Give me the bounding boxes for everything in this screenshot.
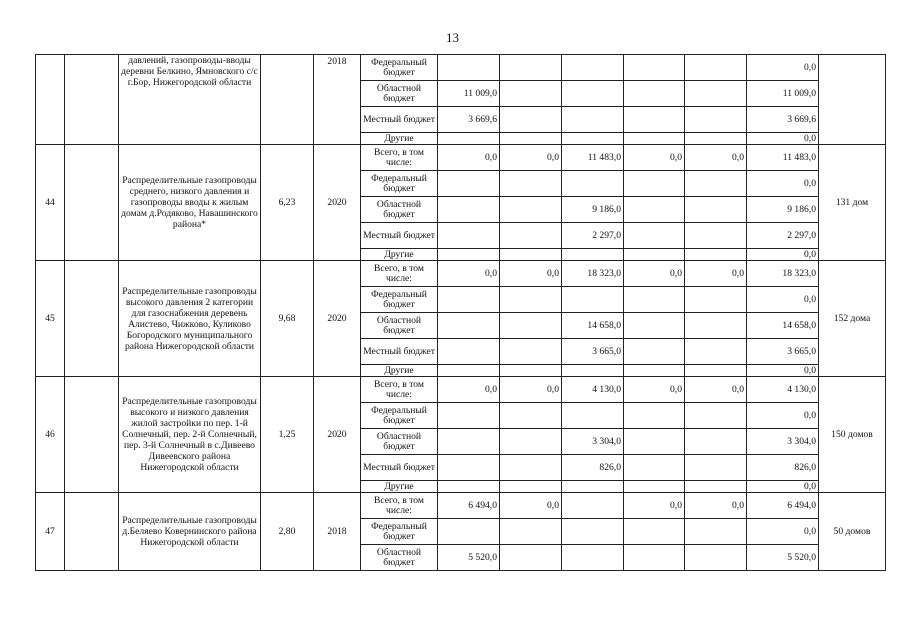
year-value: 0,0 xyxy=(624,493,685,519)
total-value: 0,0 xyxy=(747,55,819,81)
funding-source: Местный бюджет xyxy=(361,455,438,481)
length-km: 9,68 xyxy=(261,261,314,377)
table-row xyxy=(36,493,886,519)
year-value: 18 323,0 xyxy=(562,261,624,287)
funding-source: Областной бюджет xyxy=(361,197,438,223)
length-km: 6,23 xyxy=(261,145,314,261)
year-value xyxy=(438,171,500,197)
length-km: 2,80 xyxy=(261,493,314,571)
year-value xyxy=(624,455,685,481)
year-value: 0,0 xyxy=(500,261,562,287)
year-value: 3 304,0 xyxy=(562,429,624,455)
item-code xyxy=(65,261,119,377)
year-value xyxy=(500,133,562,145)
year-value: 826,0 xyxy=(562,455,624,481)
year-value xyxy=(438,481,500,493)
year-value xyxy=(438,287,500,313)
year-value: 6 494,0 xyxy=(438,493,500,519)
object-name: давлений, газопроводы-вводы деревни Белкино, Ямновского с/с г.Бор, Нижегородской области xyxy=(119,55,261,145)
result-cell: 131 дом xyxy=(819,145,886,261)
year-value xyxy=(624,339,685,365)
year-value xyxy=(624,429,685,455)
total-value: 0,0 xyxy=(747,249,819,261)
total-value: 5 520,0 xyxy=(747,545,819,571)
year-value xyxy=(500,55,562,81)
total-value: 0,0 xyxy=(747,365,819,377)
total-value: 11 009,0 xyxy=(747,81,819,107)
year-value: 0,0 xyxy=(500,493,562,519)
year-value xyxy=(500,545,562,571)
year-value xyxy=(685,545,747,571)
year-value xyxy=(624,171,685,197)
funding-source: Областной бюджет xyxy=(361,81,438,107)
year-value xyxy=(624,249,685,261)
year-value xyxy=(685,171,747,197)
total-value: 2 297,0 xyxy=(747,223,819,249)
year-value xyxy=(500,365,562,377)
year-value xyxy=(500,81,562,107)
table-row xyxy=(36,55,886,81)
year-value xyxy=(438,197,500,223)
table-row xyxy=(36,145,886,171)
funding-table xyxy=(35,54,886,571)
year-value xyxy=(438,249,500,261)
year-value xyxy=(562,287,624,313)
funding-source: Всего, в том числе: xyxy=(361,493,438,519)
year-value xyxy=(685,287,747,313)
year-value xyxy=(562,403,624,429)
total-value: 0,0 xyxy=(747,133,819,145)
year-value: 3 669,6 xyxy=(438,107,500,133)
funding-source: Другие xyxy=(361,365,438,377)
year-value xyxy=(438,133,500,145)
year-value: 4 130,0 xyxy=(562,377,624,403)
year-value: 3 665,0 xyxy=(562,339,624,365)
item-code xyxy=(65,493,119,571)
item-number: 47 xyxy=(36,493,65,571)
item-number xyxy=(36,55,65,145)
object-name: Распределительные газопроводы высокого и низкого давления жилой застройки по пер. 1-й Солнечный, пер. 2-й Солнечный, пер. 3-й Солнечный в с.Дивеево Дивеевского района Нижегородской области xyxy=(119,377,261,493)
table-row xyxy=(36,261,886,287)
year-value xyxy=(685,339,747,365)
funding-source: Всего, в том числе: xyxy=(361,261,438,287)
year-value xyxy=(685,107,747,133)
object-name: Распределительные газопроводы высокого давления 2 категории для газоснабжения деревень Алистево, Чижково, Куликово Богородского муниципального района Нижегородской области xyxy=(119,261,261,377)
year-value xyxy=(685,429,747,455)
funding-source: Федеральный бюджет xyxy=(361,55,438,81)
year-value xyxy=(562,519,624,545)
item-code xyxy=(65,377,119,493)
year-value xyxy=(562,81,624,107)
year-value: 0,0 xyxy=(685,377,747,403)
year-value xyxy=(685,403,747,429)
length-km: 1,25 xyxy=(261,377,314,493)
funding-source: Другие xyxy=(361,249,438,261)
year-value: 0,0 xyxy=(624,145,685,171)
year-value xyxy=(685,519,747,545)
year-value xyxy=(624,197,685,223)
total-value: 0,0 xyxy=(747,403,819,429)
year-value: 5 520,0 xyxy=(438,545,500,571)
year-value xyxy=(624,223,685,249)
year-value xyxy=(685,481,747,493)
total-value: 0,0 xyxy=(747,171,819,197)
year-value xyxy=(562,249,624,261)
year-value xyxy=(562,365,624,377)
year-value xyxy=(562,481,624,493)
year-value: 2 297,0 xyxy=(562,223,624,249)
year-value xyxy=(500,313,562,339)
year-value xyxy=(500,519,562,545)
funding-source: Местный бюджет xyxy=(361,107,438,133)
year-value xyxy=(500,197,562,223)
result-cell: 152 дома xyxy=(819,261,886,377)
year-value xyxy=(562,493,624,519)
total-value: 9 186,0 xyxy=(747,197,819,223)
year-value xyxy=(685,313,747,339)
year-value xyxy=(624,403,685,429)
item-number: 46 xyxy=(36,377,65,493)
year-value xyxy=(438,313,500,339)
year-value xyxy=(624,287,685,313)
year-value xyxy=(624,365,685,377)
year-value xyxy=(685,249,747,261)
year-value xyxy=(500,455,562,481)
year-value xyxy=(624,107,685,133)
total-value: 0,0 xyxy=(747,481,819,493)
year-value: 0,0 xyxy=(500,377,562,403)
year-value xyxy=(438,519,500,545)
year-value: 14 658,0 xyxy=(562,313,624,339)
funding-source: Федеральный бюджет xyxy=(361,171,438,197)
year-value xyxy=(500,403,562,429)
year-value xyxy=(685,81,747,107)
year-value xyxy=(438,55,500,81)
year-value xyxy=(685,55,747,81)
commission-year: 2018 xyxy=(314,493,361,571)
year-value: 0,0 xyxy=(624,377,685,403)
funding-source: Областной бюджет xyxy=(361,313,438,339)
year-value xyxy=(500,107,562,133)
funding-source: Всего, в том числе: xyxy=(361,377,438,403)
commission-year: 2020 xyxy=(314,261,361,377)
funding-source: Федеральный бюджет xyxy=(361,519,438,545)
object-name: Распределительные газопроводы д.Беляево Ковернинского района Нижегородской области xyxy=(119,493,261,571)
year-value xyxy=(624,519,685,545)
year-value: 0,0 xyxy=(685,261,747,287)
year-value xyxy=(438,429,500,455)
funding-source: Местный бюджет xyxy=(361,223,438,249)
total-value: 6 494,0 xyxy=(747,493,819,519)
result-cell: 50 домов xyxy=(819,493,886,571)
year-value xyxy=(685,197,747,223)
year-value xyxy=(685,223,747,249)
year-value xyxy=(500,339,562,365)
year-value xyxy=(438,365,500,377)
year-value xyxy=(562,545,624,571)
year-value: 0,0 xyxy=(438,377,500,403)
funding-source: Областной бюджет xyxy=(361,429,438,455)
year-value xyxy=(624,81,685,107)
funding-source: Областной бюджет xyxy=(361,545,438,571)
year-value: 0,0 xyxy=(685,493,747,519)
funding-source: Всего, в том числе: xyxy=(361,145,438,171)
total-value: 0,0 xyxy=(747,519,819,545)
year-value xyxy=(500,249,562,261)
year-value xyxy=(685,133,747,145)
total-value: 11 483,0 xyxy=(747,145,819,171)
year-value: 0,0 xyxy=(685,145,747,171)
total-value: 826,0 xyxy=(747,455,819,481)
commission-year: 2020 xyxy=(314,377,361,493)
item-number: 44 xyxy=(36,145,65,261)
funding-table-body xyxy=(36,55,886,571)
total-value: 14 658,0 xyxy=(747,313,819,339)
year-value xyxy=(624,55,685,81)
length-km xyxy=(261,55,314,145)
table-row xyxy=(36,377,886,403)
item-number: 45 xyxy=(36,261,65,377)
year-value xyxy=(562,55,624,81)
funding-source: Федеральный бюджет xyxy=(361,287,438,313)
item-code xyxy=(65,145,119,261)
commission-year: 2018 xyxy=(314,55,361,145)
year-value: 9 186,0 xyxy=(562,197,624,223)
year-value xyxy=(500,223,562,249)
year-value xyxy=(500,287,562,313)
page-number: 13 xyxy=(446,30,459,45)
year-value xyxy=(685,455,747,481)
commission-year: 2020 xyxy=(314,145,361,261)
year-value xyxy=(438,223,500,249)
result-cell: 150 домов xyxy=(819,377,886,493)
funding-source: Другие xyxy=(361,481,438,493)
total-value: 3 665,0 xyxy=(747,339,819,365)
result-cell xyxy=(819,55,886,145)
year-value: 11 483,0 xyxy=(562,145,624,171)
year-value xyxy=(624,313,685,339)
item-code xyxy=(65,55,119,145)
year-value xyxy=(562,171,624,197)
year-value xyxy=(438,455,500,481)
year-value xyxy=(500,171,562,197)
year-value: 0,0 xyxy=(438,261,500,287)
funding-source: Другие xyxy=(361,133,438,145)
year-value: 11 009,0 xyxy=(438,81,500,107)
year-value xyxy=(562,107,624,133)
year-value xyxy=(438,403,500,429)
year-value xyxy=(500,481,562,493)
year-value xyxy=(624,133,685,145)
total-value: 3 304,0 xyxy=(747,429,819,455)
year-value: 0,0 xyxy=(624,261,685,287)
year-value xyxy=(624,545,685,571)
object-name: Распределительные газопроводы среднего, низкого давления и газопроводы вводы к жилым домам д.Родяково, Навашинского района* xyxy=(119,145,261,261)
year-value xyxy=(438,339,500,365)
year-value xyxy=(685,365,747,377)
total-value: 0,0 xyxy=(747,287,819,313)
total-value: 18 323,0 xyxy=(747,261,819,287)
funding-source: Местный бюджет xyxy=(361,339,438,365)
year-value xyxy=(624,481,685,493)
total-value: 4 130,0 xyxy=(747,377,819,403)
year-value: 0,0 xyxy=(438,145,500,171)
total-value: 3 669,6 xyxy=(747,107,819,133)
year-value xyxy=(562,133,624,145)
year-value: 0,0 xyxy=(500,145,562,171)
year-value xyxy=(500,429,562,455)
funding-source: Федеральный бюджет xyxy=(361,403,438,429)
